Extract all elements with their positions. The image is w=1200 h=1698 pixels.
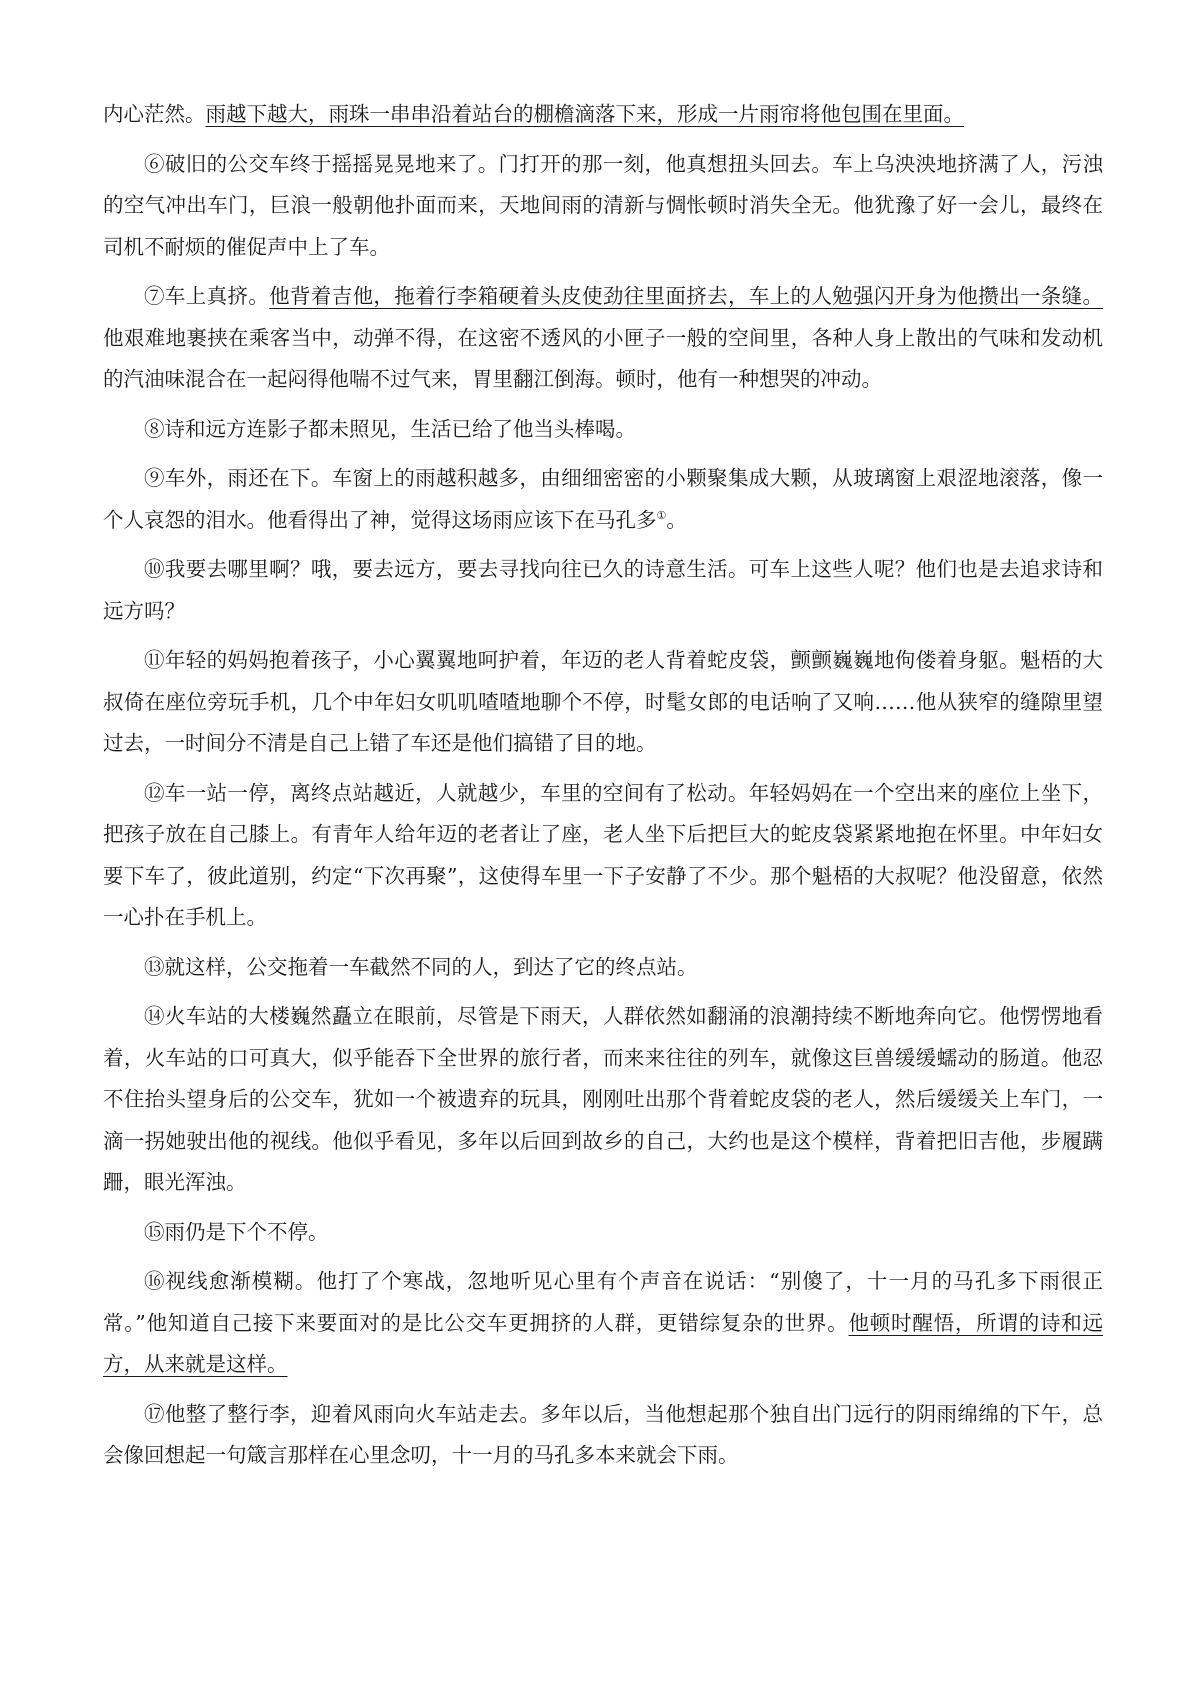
text-segment: ⑪年轻的妈妈抱着孩子，小心翼翼地呵护着，年迈的老人背着蛇皮袋，颤颤巍巍地佝偻着身躯。魁梧的大叔倚在座位旁玩手机，几个中年妇女叽叽喳喳地聊个不停，时髦女郎的电话响了又响……他从狭窄的缝隙里望过去，一时间分不清是自己上错了车还是他们搞错了目的地。 xyxy=(103,648,1103,755)
paragraph-14 xyxy=(103,996,1103,1204)
text-segment: ⑯视线愈渐模糊。他打了个寒战，忽地听见心里有个声音在说话：“别傻了，十一月的马孔多下雨很正常。”他知道自己接下来要面对的是比公交车更拥挤的人群，更错综复杂的世界。 xyxy=(103,1269,1103,1335)
text-segment: ⑰他整了整行李，迎着风雨向火车站走去。多年以后，当他想起那个独自出门远行的阴雨绵绵的下午，总会像回想起一句箴言那样在心里念叨，十一月的马孔多本来就会下雨。 xyxy=(103,1401,1103,1467)
paragraph-5-end xyxy=(103,94,1103,136)
paragraph-11 xyxy=(103,640,1103,765)
text-segment: ⑨车外，雨还在下。车窗上的雨越积越多，由细细密密的小颗聚集成大颗，从玻璃窗上艰涩地滚落，像一个人哀怨的泪水。他看得出了神，觉得这场雨应该下在马孔多 xyxy=(103,466,1103,532)
paragraph-12 xyxy=(103,773,1103,939)
text-segment: ⑦车上真挤。 xyxy=(144,284,270,308)
text-segment: ⑩我要去哪里啊？哦，要去远方，要去寻找向往已久的诗意生活。可车上这些人呢？他们也是去追求诗和远方吗？ xyxy=(103,557,1103,623)
text-segment: 。 xyxy=(666,507,687,532)
paragraph-8 xyxy=(103,409,1103,451)
text-segment: 他艰难地裹挟在乘客当中，动弹不得，在这密不透风的小匣子一般的空间里，各种人身上散出的气味和发动机的汽油味混合在一起闷得他喘不过气来，胃里翻江倒海。顿时，他有一种想哭的冲动。 xyxy=(103,325,1103,391)
text-segment: ⑭火车站的大楼巍然矗立在眼前，尽管是下雨天，人群依然如翻涌的浪潮持续不断地奔向它。他愣愣地看着，火车站的口可真大，似乎能吞下全世界的旅行者，而来来往往的列车，就像这巨兽缓缓蠕动的肠道。他忍不住抬头望身后的公交车，犹如一个被遗弃的玩具，刚刚吐出那个背着蛇皮袋的老人，然后缓缓关上车门，一滴一拐她驶出他的视线。他似乎看见，多年以后回到故乡的自己，大约也是这个模样，背着把旧吉他，步履蹒跚，眼光浑浊。 xyxy=(103,1004,1103,1194)
underlined-sentence: 雨越下越大，雨珠一串串沿着站台的棚檐滴落下来，形成一片雨帘将他包围在里面。 xyxy=(205,102,964,126)
paragraph-13 xyxy=(103,947,1103,989)
text-segment: ⑫车一站一停，离终点站越近，人就越少，车里的空间有了松动。年轻妈妈在一个空出来的座位上坐下，把孩子放在自己膝上。有青年人给年迈的老者让了座，老人坐下后把巨大的蛇皮袋紧紧地抱在怀里。中年妇女要下车了，彼此道别，约定“下次再聚”，这使得车里一下子安静了不少。那个魁梧的大叔呢？他没留意，依然一心扑在手机上。 xyxy=(103,780,1103,929)
text-segment: ⑬就这样，公交拖着一车截然不同的人，到达了它的终点站。 xyxy=(144,954,698,979)
paragraph-7 xyxy=(103,276,1103,401)
paragraph-9 xyxy=(103,458,1103,541)
text-segment: ⑧诗和远方连影子都未照见，生活已给了他当头棒喝。 xyxy=(144,416,636,441)
underlined-sentence: 他背着吉他，拖着行李箱硬着头皮使劲往里面挤去，车上的人勉强闪开身为他攒出一条缝。 xyxy=(269,284,1104,308)
document-page xyxy=(103,94,1103,1485)
underlined-sentence: 他顿时醒悟，所谓的诗和远方，从来就是这样。 xyxy=(103,1310,1104,1376)
paragraph-17 xyxy=(103,1394,1103,1477)
paragraph-16 xyxy=(103,1261,1103,1386)
paragraph-10 xyxy=(103,549,1103,632)
footnote-marker: ① xyxy=(656,508,667,522)
paragraph-15 xyxy=(103,1212,1103,1254)
text-segment: ⑮雨仍是下个不停。 xyxy=(144,1219,329,1244)
text-segment: 内心茫然。 xyxy=(103,102,206,126)
text-segment: ⑥破旧的公交车终于摇摇晃晃地来了。门打开的那一刻，他真想扭头回去。车上乌泱泱地挤满了人，污浊的空气冲出车门，巨浪一般朝他扑面而来，天地间雨的清新与惆怅顿时消失全无。他犹豫了好一会儿，最终在司机不耐烦的催促声中上了车。 xyxy=(103,151,1103,259)
paragraph-6 xyxy=(103,144,1103,269)
